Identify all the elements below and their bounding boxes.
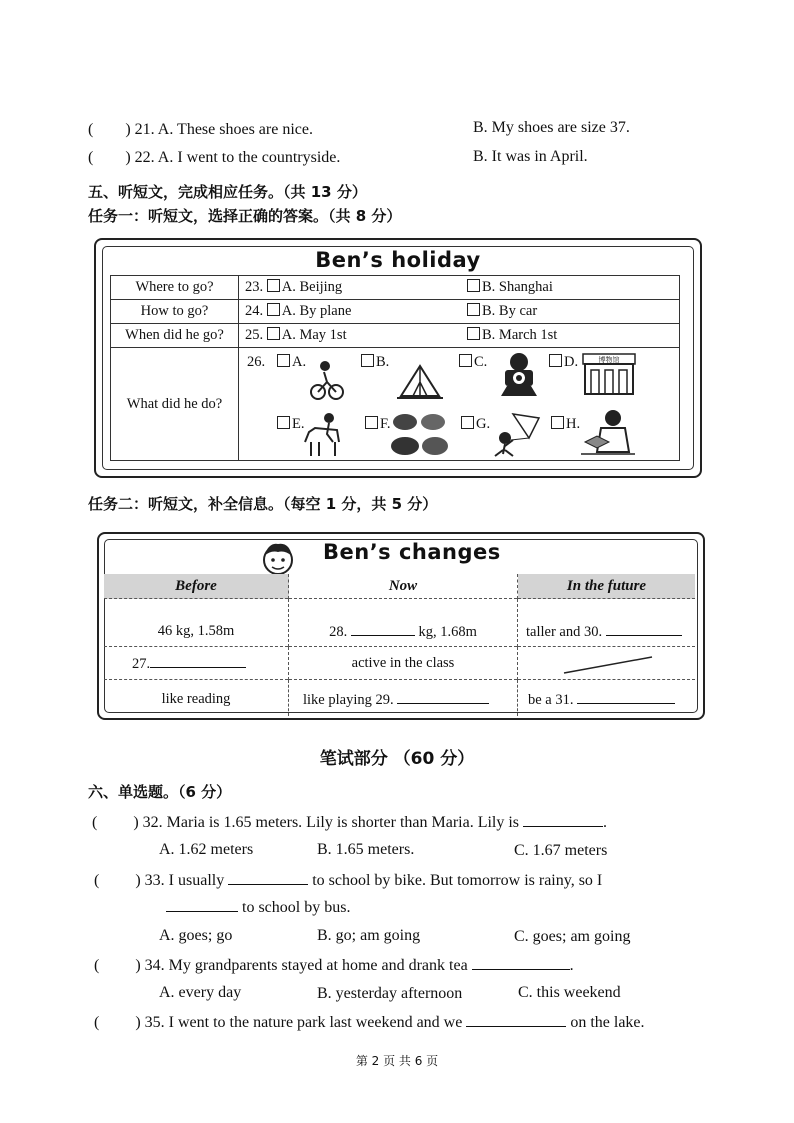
now-cell: active in the class xyxy=(289,647,518,680)
header-now: Now xyxy=(289,574,518,599)
before-cell: like reading xyxy=(104,680,289,716)
blank-35[interactable] xyxy=(466,1012,566,1027)
checkbox-25b[interactable] xyxy=(467,327,480,340)
q32-option-c: C. 1.67 meters xyxy=(514,842,608,859)
bens-changes-box xyxy=(97,532,705,720)
bens-holiday-box xyxy=(94,238,702,478)
q34-option-c: C. this weekend xyxy=(518,984,621,1001)
before-cell: 27. xyxy=(104,647,289,680)
q21-option-b: B. My shoes are size 37. xyxy=(473,119,630,136)
cycling-icon xyxy=(309,358,345,402)
camera-icon xyxy=(497,352,541,396)
q33-line2: to school by bus. xyxy=(166,897,350,917)
future-cell-crossed xyxy=(518,647,696,680)
page-footer: 第 2 页 共 6 页 xyxy=(355,1054,439,1068)
q33-option-a: A. goes; go xyxy=(159,927,233,944)
header-future: In the future xyxy=(518,574,696,599)
now-cell: 28. kg, 1.68m xyxy=(289,599,518,647)
row-question: When did he go? xyxy=(111,324,239,348)
q35-stem: ( ) 35. I went to the nature park last weekend and we on the lake. xyxy=(94,1014,645,1031)
q34-option-a: A. every day xyxy=(159,984,242,1001)
changes-table xyxy=(104,574,695,716)
section5-heading: 五、听短文，完成相应任务。（共 13 分） xyxy=(88,183,367,201)
q32-option-b: B. 1.65 meters. xyxy=(317,841,415,858)
table-row xyxy=(104,647,695,680)
table-header-row xyxy=(104,574,695,599)
written-part-title: 笔试部分 （60 分） xyxy=(319,749,475,769)
q34-option-b: B. yesterday afternoon xyxy=(317,985,463,1002)
option-26e[interactable]: E. xyxy=(277,416,304,433)
table-row: How to go? 24. A. By plane B. By car xyxy=(111,300,680,324)
checkbox-23b[interactable] xyxy=(467,279,480,292)
table-row: When did he go? 25. A. May 1st B. March 1st xyxy=(111,324,680,348)
q32-option-a: A. 1.62 meters xyxy=(159,841,254,858)
option-26c[interactable]: C. xyxy=(459,354,487,371)
q21-line: ( ) 21. A. These shoes are nice. xyxy=(88,121,313,138)
q32-stem: ( ) 32. Maria is 1.65 meters. Lily is shorter than Maria. Lily is . xyxy=(92,814,608,831)
option-26h[interactable]: H. xyxy=(551,416,580,433)
horse-riding-icon xyxy=(301,412,347,458)
blank-33a[interactable] xyxy=(228,870,308,885)
blank-29[interactable] xyxy=(397,689,489,704)
row-question: How to go? xyxy=(111,300,239,324)
holiday-table xyxy=(110,275,680,461)
option-26a[interactable]: A. xyxy=(277,354,306,371)
row-question: Where to go? xyxy=(111,276,239,300)
blank-30[interactable] xyxy=(606,621,682,636)
museum-icon xyxy=(581,352,637,396)
kite-flying-icon xyxy=(489,410,541,458)
before-cell: 46 kg, 1.58m xyxy=(104,599,289,647)
changes-title: Ben’s changes xyxy=(323,540,501,564)
header-before: Before xyxy=(104,574,289,599)
reading-icon xyxy=(581,408,635,458)
q22-paren: ( xyxy=(88,149,94,166)
now-cell: like playing 29. xyxy=(289,680,518,716)
blank-32[interactable] xyxy=(523,812,603,827)
q22-line: ( ) 22. A. I went to the countryside. xyxy=(88,149,341,166)
q33-option-c: C. goes; am going xyxy=(514,928,631,945)
task1-heading: 任务一：听短文，选择正确的答案。（共 8 分） xyxy=(88,207,402,225)
q21-paren: ( xyxy=(88,121,94,138)
q33-option-b: B. go; am going xyxy=(317,927,421,944)
q22-option-b: B. It was in April. xyxy=(473,148,588,165)
checkbox-24b[interactable] xyxy=(467,303,480,316)
q33-stem: ( ) 33. I usually to school by bike. But tomorrow is rainy, so I xyxy=(94,872,603,889)
food-icon xyxy=(389,410,451,458)
tent-icon xyxy=(397,360,443,400)
row-question: What did he do? xyxy=(111,348,239,461)
blank-31[interactable] xyxy=(577,689,675,704)
checkbox-24a[interactable] xyxy=(267,303,280,316)
blank-28[interactable] xyxy=(351,621,415,636)
blank-27[interactable] xyxy=(150,653,246,668)
table-row: Where to go? 23. A. Beijing B. Shanghai xyxy=(111,276,680,300)
checkbox-23a[interactable] xyxy=(267,279,280,292)
option-26f[interactable]: F. xyxy=(365,416,391,433)
checkbox-25a[interactable] xyxy=(267,327,280,340)
museum-sign: 博物馆 xyxy=(598,356,620,364)
q21-option-a: 21. A. These shoes are nice. xyxy=(134,121,313,138)
section6-heading: 六、单选题。（6 分） xyxy=(88,783,232,801)
table-row: What did he do? 26. A. B. C. D. 博物馆 E. F. G. H. xyxy=(111,348,680,461)
option-26d[interactable]: D. xyxy=(549,354,578,371)
future-cell: be a 31. xyxy=(518,680,696,716)
slash-line xyxy=(562,655,654,675)
future-cell: taller and 30. xyxy=(518,599,696,647)
q34-stem: ( ) 34. My grandparents stayed at home and drank tea . xyxy=(94,957,574,974)
table-row xyxy=(104,680,695,716)
holiday-title: Ben’s holiday xyxy=(315,248,481,272)
blank-34[interactable] xyxy=(472,955,570,970)
task2-heading: 任务二：听短文，补全信息。（每空 1 分，共 5 分） xyxy=(88,495,438,513)
q22-option-a: 22. A. I went to the countryside. xyxy=(134,149,341,166)
option-26g[interactable]: G. xyxy=(461,416,490,433)
option-26b[interactable]: B. xyxy=(361,354,389,371)
blank-33b[interactable] xyxy=(166,897,238,912)
table-row xyxy=(104,599,695,647)
